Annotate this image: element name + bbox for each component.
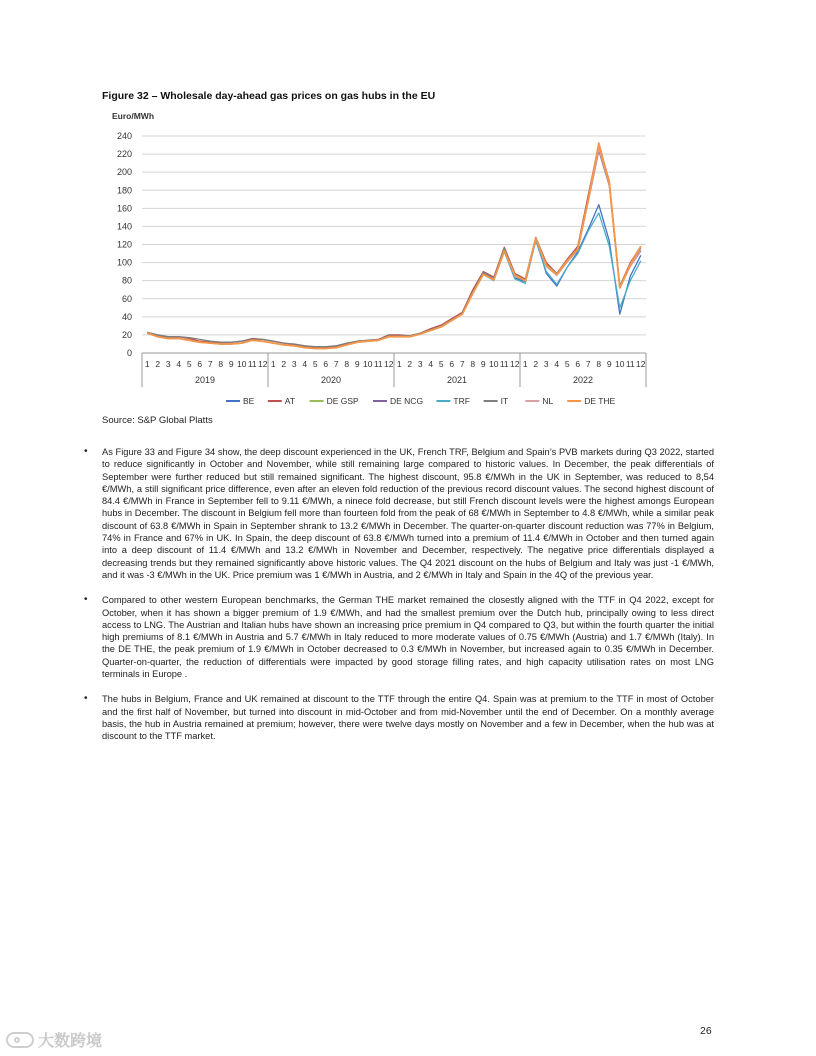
- watermark-logo-icon: [6, 1032, 34, 1048]
- y-tick-label: 80: [121, 275, 132, 286]
- x-tick-label: 11: [499, 359, 509, 369]
- x-tick-label: 4: [176, 359, 182, 369]
- x-tick-label: 1: [144, 359, 150, 369]
- x-tick-label: 5: [564, 359, 570, 369]
- x-tick-label: 6: [323, 359, 329, 369]
- legend-label: AT: [284, 396, 296, 406]
- series-line-de-ncg: [147, 151, 641, 349]
- figure-source: Source: S&P Global Platts: [102, 415, 213, 426]
- watermark-text: 大数跨境: [38, 1033, 103, 1050]
- x-tick-label: 9: [228, 359, 234, 369]
- x-tick-label: 8: [596, 359, 602, 369]
- y-tick-label: 100: [116, 257, 132, 268]
- legend-label: TRF: [453, 396, 470, 406]
- x-tick-label: 10: [237, 359, 247, 369]
- x-tick-label: 7: [207, 359, 213, 369]
- x-tick-label: 11: [247, 359, 257, 369]
- watermark: [6, 1028, 102, 1051]
- y-tick-label: 0: [126, 348, 132, 358]
- x-tick-label: 7: [585, 359, 591, 369]
- series-line-de-the: [147, 143, 641, 348]
- x-tick-label: 3: [417, 359, 423, 369]
- x-tick-label: 6: [449, 359, 455, 369]
- x-tick-label: 3: [543, 359, 549, 369]
- x-tick-label: 7: [459, 359, 465, 369]
- x-tick-label: 1: [396, 359, 402, 369]
- y-tick-label: 220: [116, 149, 132, 160]
- year-label: 2020: [320, 375, 342, 385]
- bullet-item: • As Figure 33 and Figure 34 show, the deep discount experienced in the UK, French TRF, Belgium and Spain’s PVB markets during Q3 2022, started to reduce significantly in October and November, while still remaining large compared to historic values. In December, the peak differentials of September were further reduced but still remained significant. The highest discount, 95.8 €/MWh in the UK in September, was reduced to 8,54 €/MWh, a still significant price difference, even after an eleven fold reduction of the previous record discount values. The second highest discount of 84.4 €/MWh in France in September fell to 9.11 €/MWh, a ninece fold decrease, but still French discount levels were the highest amongs European hubs in December. The discount in Belgium fell more than fourteen fold from the peak of 68 €/MWh in September to 4.8 €/MWh, while a similar peak discount of 63.8 €/MWh in Spain in September shrank to 13.2 €/MWh in December. The quarter-on-quarter discount reduction was 77% in Belgium, 74% in France and 67% in UK. In Spain, the deep discount of 63.8 €/MWh turned into a premium of 11.4 €/MWh in October and then turned again into a deep discount of 11.4 €/MWh and 13.2 €/MWh in November and December, respectively. The negative price differentials displayed a decreasing trends but they remained significantly above historic values. The Q4 2021 discount on the hubs of Belgium and Italy was just -1 €/MWh, and it was -3 €/MWh in the UK. Price premium was 1 €/MWh in Austria, and 2 €/MWh in Italy and Spain in the 4Q of the previous year.: [84, 446, 714, 581]
- x-tick-label: 9: [606, 359, 612, 369]
- x-tick-label: 5: [438, 359, 444, 369]
- y-tick-label: 160: [116, 203, 132, 214]
- y-tick-label: 140: [116, 221, 132, 232]
- x-tick-label: 12: [258, 359, 268, 369]
- y-axis-label: Euro/MWh: [112, 111, 155, 121]
- y-tick-label: 240: [116, 131, 132, 141]
- x-tick-label: 6: [197, 359, 203, 369]
- page-number: 26: [700, 1025, 712, 1037]
- series-line-de-gsp: [147, 151, 641, 349]
- y-tick-label: 180: [116, 185, 132, 196]
- x-tick-label: 5: [312, 359, 318, 369]
- year-label: 2021: [446, 375, 468, 385]
- y-tick-label: 200: [116, 167, 132, 178]
- x-tick-label: 9: [354, 359, 360, 369]
- x-tick-label: 5: [186, 359, 192, 369]
- x-tick-label: 12: [384, 359, 394, 369]
- year-label: 2022: [572, 375, 594, 385]
- x-tick-label: 12: [636, 359, 646, 369]
- bullet-item: • Compared to other western European benchmarks, the German THE market remained the closestly aligned with the TTF in Q4 2022, except for October, when it has shown a bigger premium of 1.9 €/MWh, and had the smallest premium over the Dutch hub, principally owing to less direct access to LNG. The Austrian and Italian hubs have shown an increasing price premium in Q4 compared to Q3, but within the fourth quarter the initial high premiums of 8.1 €/MWh in Austria and 5.7 €/MWh in Italy reduced to more moderate values of 0.75 €/MWh (Austria) and 1.7 €/MWh (Italy). In the DE THE, the peak premium of 1.9 €/MWh in October decreased to 0.3 €/MWh in November, but increased again to 0.35 €/MWh in December. Quarter-on-quarter, the reduction of differentials were impacted by good storage filling rates, and high capacity utilisation rates on most LNG terminals in Europe .: [84, 594, 714, 680]
- x-tick-label: 9: [480, 359, 486, 369]
- x-tick-label: 8: [218, 359, 224, 369]
- legend-label: NL: [542, 396, 554, 406]
- x-tick-label: 2: [155, 359, 161, 369]
- series-line-nl: [147, 149, 641, 349]
- legend-label: IT: [500, 396, 509, 406]
- x-tick-label: 2: [281, 359, 287, 369]
- x-tick-label: 10: [363, 359, 373, 369]
- x-tick-label: 1: [522, 359, 528, 369]
- legend-label: DE THE: [584, 396, 616, 406]
- bullet-item: • The hubs in Belgium, France and UK remained at discount to the TTF through the entire Q4. Spain was at premium to the TTF in most of October and the first half of November, but turned into discount in mid-October and from mid-November until the end of December. On a monthly average basis, the hub in Austria remained at premium; however, there were twelve days mostly on November and a few in December, when the hub was at discount to the TTF market.: [84, 693, 714, 742]
- y-tick-label: 20: [121, 329, 132, 340]
- x-tick-label: 7: [333, 359, 339, 369]
- figure-title: Figure 32 – Wholesale day-ahead gas prices on gas hubs in the EU: [102, 90, 436, 102]
- gas-price-chart: [98, 106, 658, 411]
- x-tick-label: 11: [625, 359, 635, 369]
- y-tick-label: 40: [121, 311, 132, 322]
- x-tick-label: 4: [302, 359, 308, 369]
- y-tick-label: 60: [121, 293, 132, 304]
- year-label: 2019: [194, 375, 216, 385]
- y-tick-label: 120: [116, 239, 132, 250]
- x-tick-label: 4: [428, 359, 434, 369]
- x-tick-label: 12: [510, 359, 520, 369]
- x-tick-label: 10: [489, 359, 499, 369]
- x-tick-label: 1: [270, 359, 276, 369]
- legend-label: DE NCG: [390, 396, 424, 406]
- x-tick-label: 10: [615, 359, 625, 369]
- x-tick-label: 4: [554, 359, 560, 369]
- x-tick-label: 8: [470, 359, 476, 369]
- x-tick-label: 3: [291, 359, 297, 369]
- x-tick-label: 3: [165, 359, 171, 369]
- x-tick-label: 2: [407, 359, 413, 369]
- x-tick-label: 6: [575, 359, 581, 369]
- legend-label: DE GSP: [326, 396, 359, 406]
- x-tick-label: 11: [373, 359, 383, 369]
- legend-label: BE: [243, 396, 255, 406]
- x-tick-label: 2: [533, 359, 539, 369]
- bullet-list: [84, 446, 714, 756]
- x-tick-label: 8: [344, 359, 350, 369]
